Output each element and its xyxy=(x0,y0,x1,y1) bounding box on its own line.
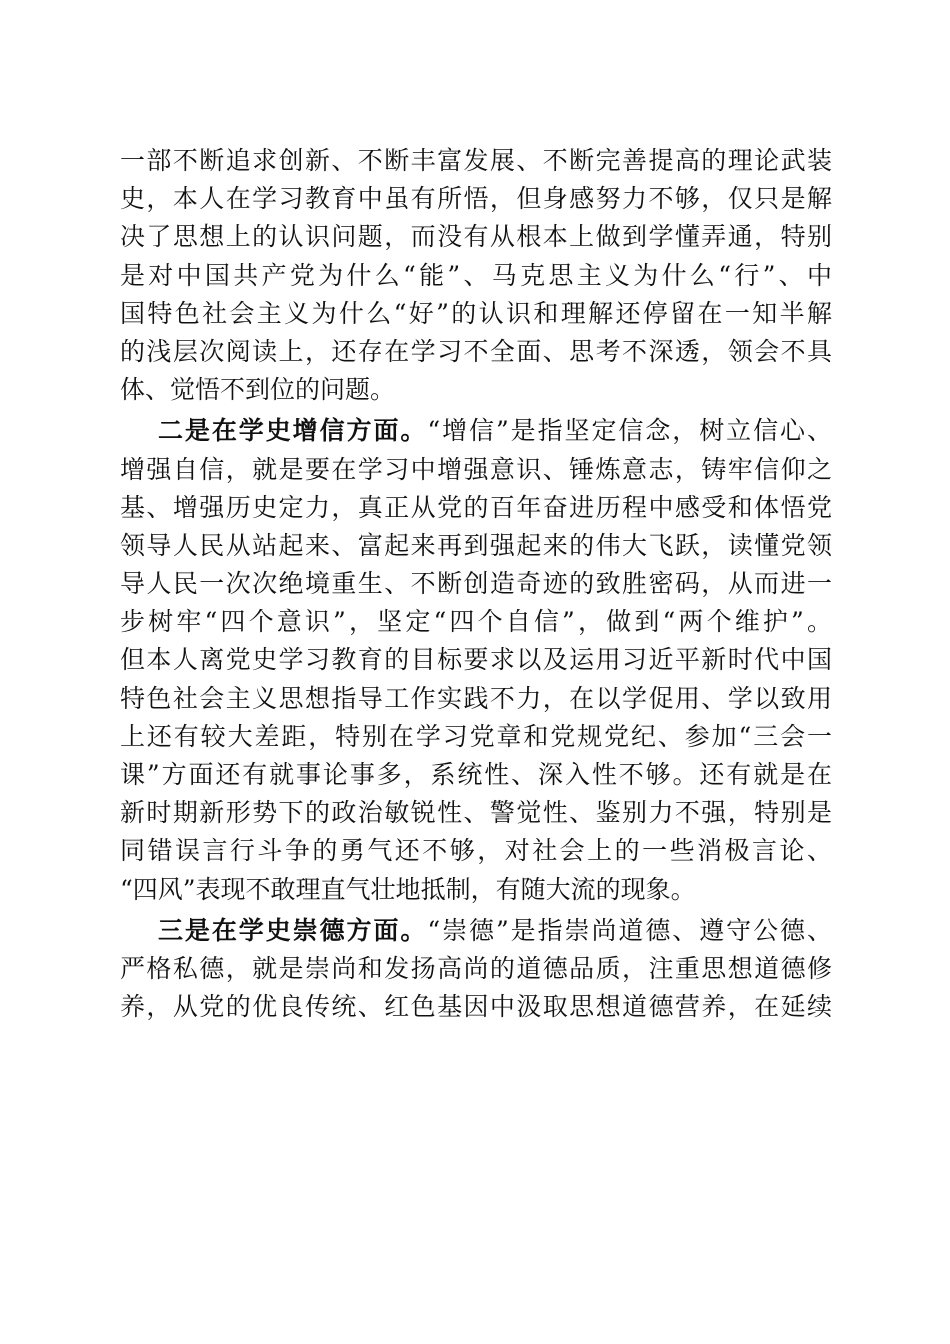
text-line: 步树牢“四个意识”，坚定“四个自信”，做到“两个维护”。 xyxy=(120,607,832,637)
paragraph-3 xyxy=(120,912,832,1027)
text-line: 决了思想上的认识问题，而没有从根本上做到学懂弄通，特别 xyxy=(120,222,832,252)
text-line: 特色社会主义思想指导工作实践不力，在以学促用、学以致用 xyxy=(120,683,832,713)
document-body xyxy=(120,142,832,1026)
text-line: 但本人离党史学习教育的目标要求以及运用习近平新时代中国 xyxy=(120,645,832,675)
text-line: 同错误言行斗争的勇气还不够，对社会上的一些消极言论、 xyxy=(120,836,832,866)
text-span: “增信”是指坚定信念，树立信心、 xyxy=(427,416,832,446)
text-line: 领导人民从站起来、富起来再到强起来的伟大飞跃，读懂党领 xyxy=(120,530,832,560)
text-line: 国特色社会主义为什么“好”的认识和理解还停留在一知半解 xyxy=(120,298,832,328)
text-line: 基、增强历史定力，真正从党的百年奋进历程中感受和体悟党 xyxy=(120,492,832,522)
text-line: “四风”表现不敢理直气壮地抵制，有随大流的现象。 xyxy=(120,874,696,904)
text-line: 课”方面还有就事论事多，系统性、深入性不够。还有就是在 xyxy=(120,760,832,789)
text-line: 体、觉悟不到位的问题。 xyxy=(120,375,396,405)
paragraph-first-line xyxy=(120,912,832,950)
paragraph-heading: 二是在学史增信方面。 xyxy=(158,416,428,446)
text-line: 导人民一次次绝境重生、不断创造奇迹的致胜密码，从而进一 xyxy=(120,569,832,599)
text-line: 史，本人在学习教育中虽有所悟，但身感努力不够，仅只是解 xyxy=(120,184,832,214)
paragraph-1 xyxy=(120,142,832,409)
text-span: “崇德”是指崇尚道德、遵守公德、 xyxy=(427,915,832,945)
text-line: 一部不断追求创新、不断丰富发展、不断完善提高的理论武装 xyxy=(120,146,832,175)
text-line: 是对中国共产党为什么“能”、马克思主义为什么“行”、中 xyxy=(120,260,832,290)
text-line: 养，从党的优良传统、红色基因中汲取思想道德营养，在延续 xyxy=(120,992,832,1022)
text-line: 增强自信，就是要在学习中增强意识、锤炼意志，铸牢信仰之 xyxy=(120,454,832,484)
text-line: 新时期新形势下的政治敏锐性、警觉性、鉴别力不强，特别是 xyxy=(120,798,832,828)
text-line: 的浅层次阅读上，还存在学习不全面、思考不深透，领会不具 xyxy=(120,336,832,366)
paragraph-first-line xyxy=(120,412,832,450)
paragraph-heading: 三是在学史崇德方面。 xyxy=(158,915,428,945)
text-line: 严格私德，就是崇尚和发扬高尚的道德品质，注重思想道德修 xyxy=(120,953,832,983)
text-line: 上还有较大差距，特别在学习党章和党规党纪、参加“三会一 xyxy=(120,721,832,751)
paragraph-2 xyxy=(120,412,832,908)
